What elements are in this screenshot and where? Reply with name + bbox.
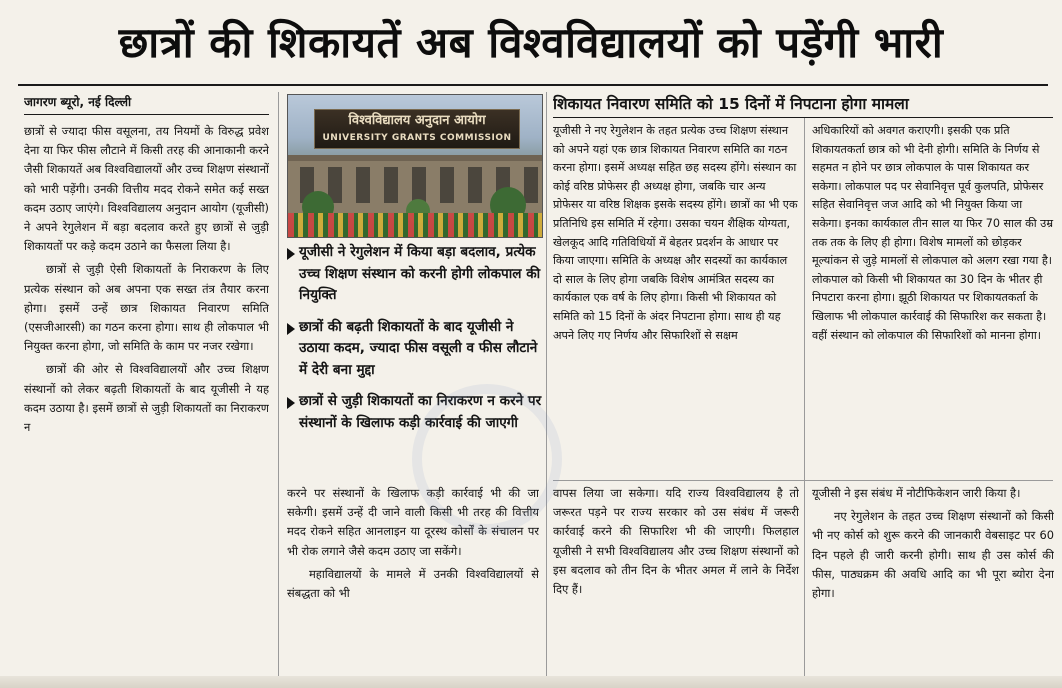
column-4-bottom bbox=[812, 484, 1054, 676]
column-3-bottom bbox=[553, 484, 799, 676]
ugc-sign bbox=[314, 109, 520, 149]
paragraph: छात्रों से ज्यादा फीस वसूलना, तय नियमों के विरुद्ध प्रवेश देना या फिर फीस लौटाने में किसी तरह की आनाकानी करने जैसी शिकायतें अब विश्वविद्यालयों और उच्च शिक्षण संस्थानों को भारी पड़ेंगी। उनकी वित्तीय मदद रोकने समेत कई सख्त कदम उठाए जाएंगे। विश्वविद्यालय अनुदान आयोग (यूजीसी) ने अपने रेगुलेशन में बड़ा बदलाव करते हुए छात्रों से जुड़ी शिकायतों पर कड़े कदम उठाने का फैसला लिया है। bbox=[24, 124, 269, 254]
byline: जागरण ब्यूरो, नई दिल्ली bbox=[24, 95, 132, 109]
paragraph: वापस लिया जा सकेगा। यदि राज्य विश्वविद्यालय है तो जरूरत पड़ने पर राज्य सरकार को उस संबंध में जरूरी कार्रवाई करने की सिफारिश भी की जाएगी। फिलहाल यूजीसी ने सभी विश्वविद्यालय और उच्च शिक्षण संस्थानों को इस बदलाव को तीन दिन के भीतर अमल में लाने के निर्देश दिए हैं। bbox=[553, 486, 799, 597]
next-article-strip bbox=[0, 676, 1062, 688]
headline: छात्रों की शिकायतें अब विश्वविद्यालयों को पड़ेंगी भारी bbox=[118, 18, 944, 67]
headline-rule bbox=[18, 84, 1048, 86]
subheadline: शिकायत निवारण समिति को 15 दिनों में निपटाना होगा मामला bbox=[553, 95, 909, 113]
ugc-building-photo bbox=[287, 94, 543, 238]
flowerbed bbox=[288, 213, 543, 238]
triangle-bullet-icon bbox=[287, 397, 295, 409]
section-rule bbox=[553, 480, 1053, 481]
triangle-bullet-icon bbox=[287, 323, 295, 335]
highlight-item bbox=[287, 242, 543, 307]
paragraph: करने पर संस्थानों के खिलाफ कड़ी कार्रवाई भी की जा सकेगी। इसमें उन्हें दी जाने वाली किसी भी तरह की वित्तीय मदद रोकने सहित आनलाइन या दूरस्थ कोर्सों के संचालन पर भी रोक लगाने जैसे कदम उठाए जा सकेंगे। bbox=[287, 486, 539, 558]
sign-english: UNIVERSITY GRANTS COMMISSION bbox=[322, 133, 512, 143]
column-2-bottom bbox=[287, 484, 539, 676]
column-divider bbox=[546, 92, 547, 676]
subhead-rule bbox=[553, 117, 1053, 118]
highlight-text: छात्रों से जुड़ी शिकायतों का निराकरण न करने पर संस्थानों के खिलाफ कड़ी कार्रवाई की जाएगी bbox=[299, 393, 542, 431]
paragraph: छात्रों से जुड़ी ऐसी शिकायतों के निराकरण के लिए प्रत्येक संस्थान को अब अपना एक सख्त तंत्र तैयार करना होगा। इसमें उन्हें छात्र शिकायत निवारण समिति (एसजीआरसी) का गठन करना होगा। साथ ही लोकपाल भी नियुक्त करना होगा, जो समिति के काम पर नजर रखेगा। bbox=[24, 262, 269, 354]
paragraph: छात्रों की ओर से विश्वविद्यालयों और उच्च शिक्षण संस्थानों को लेकर बढ़ती शिकायतों के बाद यूजीसी ने यह कदम उठाया है। इसमें छात्रों से जुड़ी शिकायतों का निराकरण न bbox=[24, 362, 269, 435]
highlight-item bbox=[287, 317, 543, 382]
triangle-bullet-icon bbox=[287, 248, 295, 260]
paragraph: महाविद्यालयों के मामले में उनकी विश्वविद्यालयों से संबद्धता को भी bbox=[287, 566, 539, 601]
column-3-top bbox=[553, 122, 799, 478]
highlight-text: छात्रों की बढ़ती शिकायतों के बाद यूजीसी ने उठाया कदम, ज्यादा फीस वसूली व फीस लौटाने में देरी बना मुद्दा bbox=[299, 318, 538, 378]
paragraph: अधिकारियों को अवगत कराएगी। इसकी एक प्रति शिकायतकर्ता छात्र को भी देनी होगी। समिति के निर्णय से सहमत न होने पर छात्र लोकपाल के पास शिकायत कर सकेगा। लोकपाल पद पर सेवानिवृत्त पूर्व कुलपति, प्रोफेसर सहित सेवानिवृत्त जज आदि को भी नियुक्त किया जा सकेगा। इनका कार्यकाल तीन साल या फिर 70 साल की उम्र तक तक के लिए ही होगा। विशेष मामलों को छोड़कर मूल्यांकन से जुड़े मामलों से लोकपाल को अलग रखा गया है। लोकपाल को किसी भी शिकायत का 30 दिन के भीतर ही निपटारा करना होगा। झूठी शिकायत पर शिकायतकर्ता के खिलाफ भी लोकपाल कार्रवाई की सिफारिश कर सकता है। वहीं संस्थान को लोकपाल की सिफारिशों को मानना होगा। bbox=[812, 124, 1054, 342]
column-divider bbox=[278, 92, 279, 676]
column-divider bbox=[804, 118, 805, 676]
sign-hindi: विश्वविद्यालय अनुदान आयोग bbox=[348, 113, 486, 128]
highlight-item bbox=[287, 391, 543, 434]
paragraph: यूजीसी ने इस संबंध में नोटीफिकेशन जारी किया है। bbox=[812, 486, 1021, 500]
column-1 bbox=[24, 122, 269, 676]
byline-rule bbox=[24, 114, 269, 115]
paragraph: नए रेगुलेशन के तहत उच्च शिक्षण संस्थानों को किसी भी नए कोर्स को शुरू करने की जानकारी वेबसाइट पर 60 दिन पहले ही जारी करनी होगी। साथ ही उस कोर्स की फीस, पाठ्यक्रम की अवधि आदि का भी पूरा ब्योरा देना होगा। bbox=[812, 509, 1054, 601]
highlight-text: यूजीसी ने रेगुलेशन में किया बड़ा बदलाव, प्रत्येक उच्च शिक्षण संस्थान को करनी होगी लोकपाल की नियुक्ति bbox=[299, 244, 541, 303]
highlights-box bbox=[287, 242, 543, 476]
column-4-top bbox=[812, 122, 1054, 478]
paragraph: यूजीसी ने नए रेगुलेशन के तहत प्रत्येक उच्च शिक्षण संस्थान को अपने यहां एक छात्र शिकायत निवारण समिति का गठन करना होगा। इसमें अध्यक्ष सहित छह सदस्य होंगे। संस्थान का कोई वरिष्ठ प्रोफेसर ही अध्यक्ष होगा, जबकि चार अन्य प्रोफेसर या वरिष्ठ शिक्षक इसके सदस्य होंगे। छात्रों का भी एक प्रतिनिधि इस समिति में रहेगा। उसका चयन शैक्षिक योग्यता, खेलकूद आदि गतिविधियों में बेहतर प्रदर्शन के आधार पर किया जाएगा। समिति के अध्यक्ष और सदस्यों का कार्यकाल दो साल के लिए होगा जबकि विशेष आमंत्रित सदस्य का कार्यकाल एक वर्ष के लिए होगा। किसी भी शिकायत को समिति को 15 दिनों के अंदर निपटाना होगा। साथ ही यह अपने लिए गए निर्णय और सिफारिशों से सक्षम bbox=[553, 124, 798, 342]
